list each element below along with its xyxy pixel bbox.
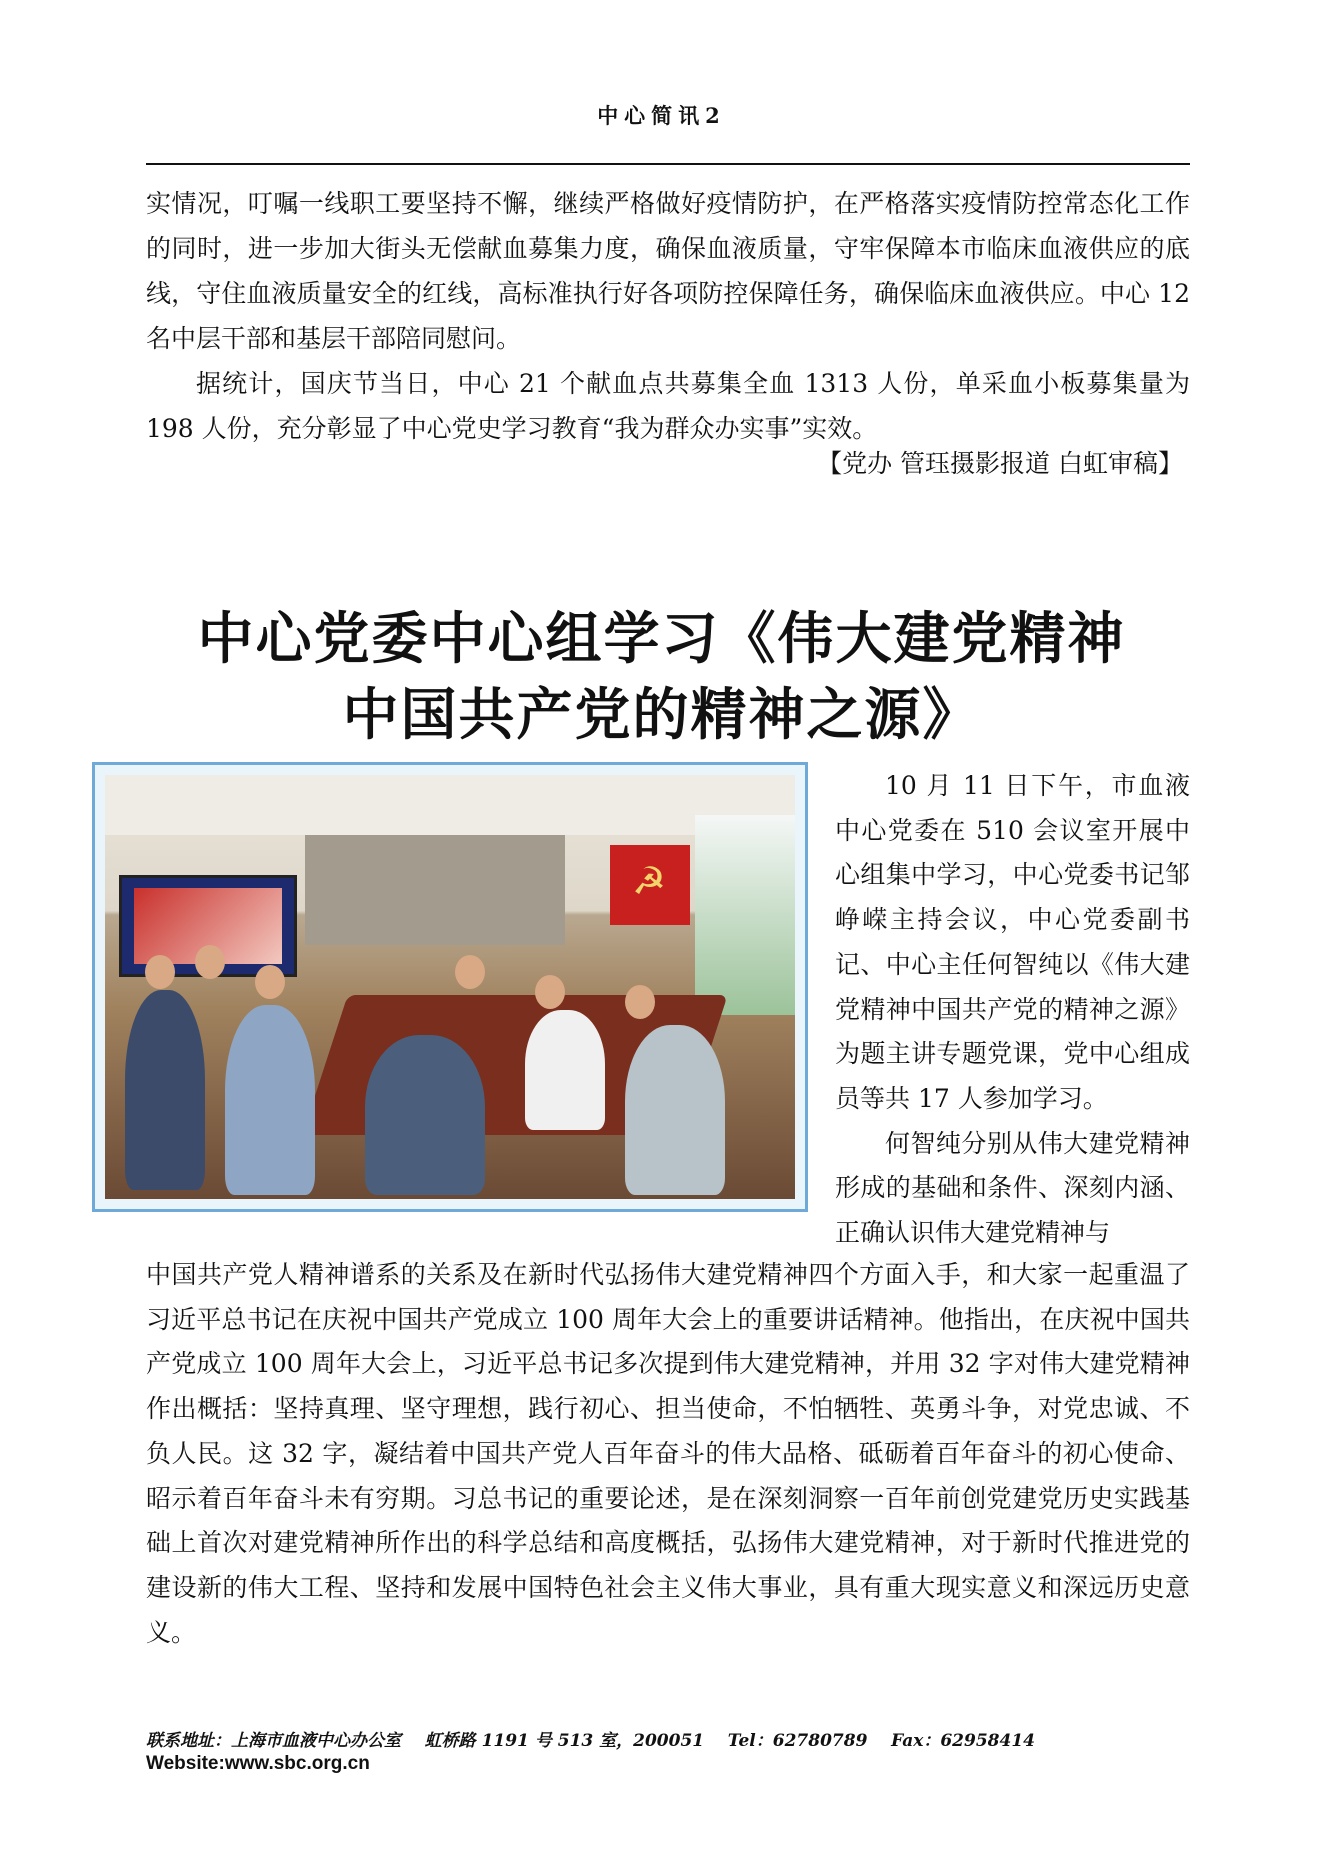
- photo-attendee: [145, 955, 175, 989]
- photo-attendee-body: [525, 1010, 605, 1130]
- meeting-photo-frame: [92, 762, 808, 1212]
- header-divider: [146, 163, 1190, 165]
- newsletter-header-title: 中心简讯2: [597, 103, 726, 128]
- photo-attendee: [535, 975, 565, 1009]
- article-title-line-1: 中心党委中心组学习《伟大建党精神: [197, 607, 1126, 672]
- article-body-paragraph: 中国共产党人精神谱系的关系及在新时代弘扬伟大建党精神四个方面入手，和大家一起重温了习近平总书记在庆祝中国共产党成立 100 周年大会上的重要讲话精神。他指出，在庆祝中国共产党成立 100 周年大会上，习近平总书记多次提到伟大建党精神，并用 32 字对伟大建党精神作出概括：坚持真理、坚守理想，践行初心、担当使命，不怕牺牲、英勇斗争，对党忠诚、不负人民。这 32 字，凝结着中国共产党人百年奋斗的伟大品格、砥砺着百年奋斗的初心使命、昭示着百年奋斗未有穷期。习总书记的重要论述，是在深刻洞察一百年前创党建党历史实践基础上首次对建党精神所作出的科学总结和高度概括，弘扬伟大建党精神，对于新时代推进党的建设新的伟大工程、坚持和发展中国特色社会主义伟大事业，具有重大现实意义和深远历史意义。: [146, 1260, 1190, 1647]
- photo-wall-panel: [305, 835, 565, 945]
- article-side-paragraph-1: 10 月 11 日下午，市血液中心党委在 510 会议室开展中心组集中学习，中心党委书记邹峥嵘主持会议，中心党委副书记、中心主任何智纯以《伟大建党精神中国共产党的精神之源》为题主讲专题党课，党中心组成员等共 17 人参加学习。: [835, 771, 1190, 1113]
- lead-article-byline: 【党办 管珏摄影报道 白虹审稿】: [817, 449, 1183, 478]
- photo-attendee-body: [625, 1025, 725, 1195]
- party-flag-icon: ☭: [610, 845, 690, 925]
- photo-window: [695, 815, 795, 1015]
- photo-attendee-body: [365, 1035, 485, 1195]
- photo-attendee: [255, 965, 285, 999]
- article-title: [0, 602, 1323, 754]
- article-title-line-2: 中国共产党的精神之源》: [342, 683, 981, 748]
- lead-paragraph-1: 实情况，叮嘱一线职工要坚持不懈，继续严格做好疫情防护，在严格落实疫情防控常态化工作的同时，进一步加大街头无偿献血募集力度，确保血液质量，守牢保障本市临床血液供应的底线，守住血液质量安全的红线，高标准执行好各项防控保障任务，确保临床血液供应。中心 12 名中层干部和基层干部陪同慰问。: [146, 189, 1190, 353]
- meeting-photo: [105, 775, 795, 1199]
- lead-paragraph-2: 据统计，国庆节当日，中心 21 个献血点共募集全血 1313 人份，单采血小板募集量为 198 人份，充分彰显了中心党史学习教育“我为群众办实事”实效。: [146, 369, 1190, 443]
- photo-attendee: [195, 945, 225, 979]
- article-side-paragraph-2: 何智纯分别从伟大建党精神形成的基础和条件、深刻内涵、正确认识伟大建党精神与: [835, 1128, 1190, 1248]
- photo-attendee-body: [125, 990, 205, 1190]
- footer-website-link[interactable]: Website:www.sbc.org.cn: [146, 1753, 370, 1774]
- photo-attendee-body: [225, 1005, 315, 1195]
- article-side-column: [835, 764, 1190, 1256]
- photo-ceiling: [105, 775, 795, 835]
- footer-contact: 联系地址：上海市血液中心办公室 虹桥路 1191 号 513 室，200051 Tel：62780789 Fax：62958414: [146, 1731, 1035, 1751]
- photo-attendee: [455, 955, 485, 989]
- photo-attendee: [625, 985, 655, 1019]
- lead-article-text: [146, 181, 1190, 451]
